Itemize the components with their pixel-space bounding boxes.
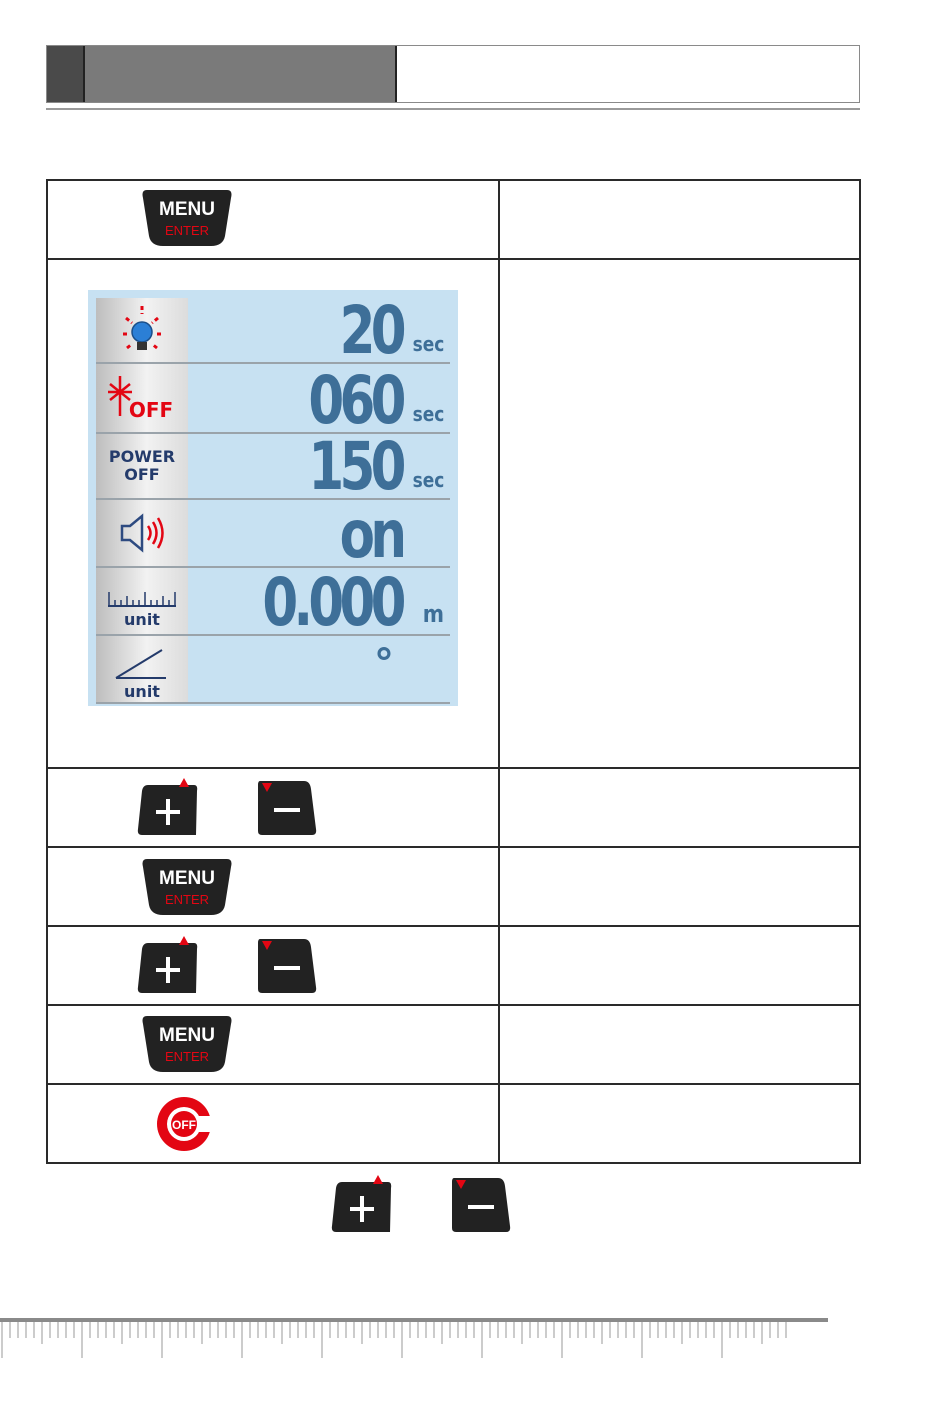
plus-button[interactable]	[136, 777, 200, 839]
menu-enter-button[interactable]	[141, 859, 233, 915]
lcd-icon-cell	[96, 298, 188, 362]
lcd-icon-cell	[96, 636, 188, 702]
sound-value: on	[339, 496, 402, 573]
light-bulb-icon	[96, 298, 188, 362]
plus-minus-key-pair	[136, 935, 326, 997]
menu-enter-button[interactable]	[141, 1016, 233, 1072]
minus-button[interactable]	[448, 1174, 512, 1236]
enter-key-label: ENTER	[164, 223, 210, 238]
step-row-4	[47, 847, 860, 926]
step-row-1	[47, 180, 860, 259]
header-rule	[46, 108, 860, 110]
header-tab-marker	[47, 46, 85, 102]
speaker-icon	[96, 500, 188, 566]
lcd-row-backlight	[96, 292, 450, 369]
step-2-text-cell	[499, 259, 860, 768]
enter-key-label: ENTER	[164, 892, 210, 907]
power-icon-label: POWER	[108, 447, 176, 466]
step-6-text-cell	[499, 1005, 860, 1084]
plus-minus-key-pair	[136, 777, 326, 839]
step-1-text-cell	[499, 180, 860, 259]
lcd-row-angle-unit	[96, 636, 450, 704]
menu-key-label: MENU	[159, 199, 215, 220]
step-row-6	[47, 1005, 860, 1084]
distance-unit-icon-label: unit	[124, 610, 160, 629]
footer-ruler-decoration	[0, 1316, 830, 1362]
minus-button[interactable]	[254, 935, 318, 997]
distance-unit-unit: m	[422, 600, 444, 628]
plus-button[interactable]	[136, 935, 200, 997]
off-key-label: OFF	[172, 1118, 196, 1132]
step-3-text-cell	[499, 768, 860, 847]
power-off-icon-label: OFF	[124, 465, 160, 484]
header-title-block	[85, 46, 397, 102]
lcd-icon-cell	[96, 500, 188, 566]
ruler-icon	[96, 574, 188, 614]
footer-plus-minus-key-pair	[330, 1174, 520, 1236]
menu-key-label: MENU	[159, 868, 215, 889]
menu-key-label: MENU	[159, 1025, 215, 1046]
lcd-row-power-off	[96, 428, 450, 505]
angle-unit-icon-label: unit	[124, 682, 160, 701]
angle-unit-degree-symbol: °	[374, 641, 394, 687]
lcd-row-distance-unit	[96, 564, 450, 641]
step-4-key-cell	[47, 847, 499, 926]
step-1-key-cell	[47, 180, 499, 259]
step-7-key-cell	[47, 1084, 499, 1163]
lcd-icon-cell	[96, 568, 188, 634]
step-3-key-cell	[47, 768, 499, 847]
step-row-5	[47, 926, 860, 1005]
instruction-table	[46, 179, 861, 1164]
backlight-unit: sec	[412, 332, 444, 356]
backlight-value: 20	[339, 292, 402, 369]
section-header-bar	[46, 45, 860, 103]
step-row-7	[47, 1084, 860, 1163]
up-arrow-icon	[179, 936, 189, 945]
minus-button[interactable]	[254, 777, 318, 839]
angle-icon	[96, 640, 188, 684]
step-5-key-cell	[47, 926, 499, 1005]
step-6-key-cell	[47, 1005, 499, 1084]
laser-off-unit: sec	[412, 402, 444, 426]
lcd-row-laser-off	[96, 362, 450, 439]
step-row-2	[47, 259, 860, 768]
step-4-text-cell	[499, 847, 860, 926]
plus-button[interactable]	[330, 1174, 394, 1236]
laser-off-icon-label: OFF	[128, 398, 174, 422]
off-button[interactable]	[156, 1096, 212, 1152]
up-arrow-icon	[179, 778, 189, 787]
step-2-display-cell	[47, 259, 499, 768]
menu-enter-button[interactable]	[141, 190, 233, 246]
up-arrow-icon	[373, 1175, 383, 1184]
step-row-3	[47, 768, 860, 847]
laser-off-value: 060	[308, 362, 402, 439]
lcd-row-sound	[96, 496, 450, 573]
lcd-icon-cell	[96, 364, 188, 432]
step-5-text-cell	[499, 926, 860, 1005]
lcd-icon-cell	[96, 434, 188, 498]
distance-unit-value: 0.000	[262, 564, 402, 641]
enter-key-label: ENTER	[164, 1049, 210, 1064]
power-off-unit: sec	[412, 468, 444, 492]
step-7-text-cell	[499, 1084, 860, 1163]
lcd-settings-display	[88, 290, 458, 706]
power-off-value: 150	[308, 428, 402, 505]
